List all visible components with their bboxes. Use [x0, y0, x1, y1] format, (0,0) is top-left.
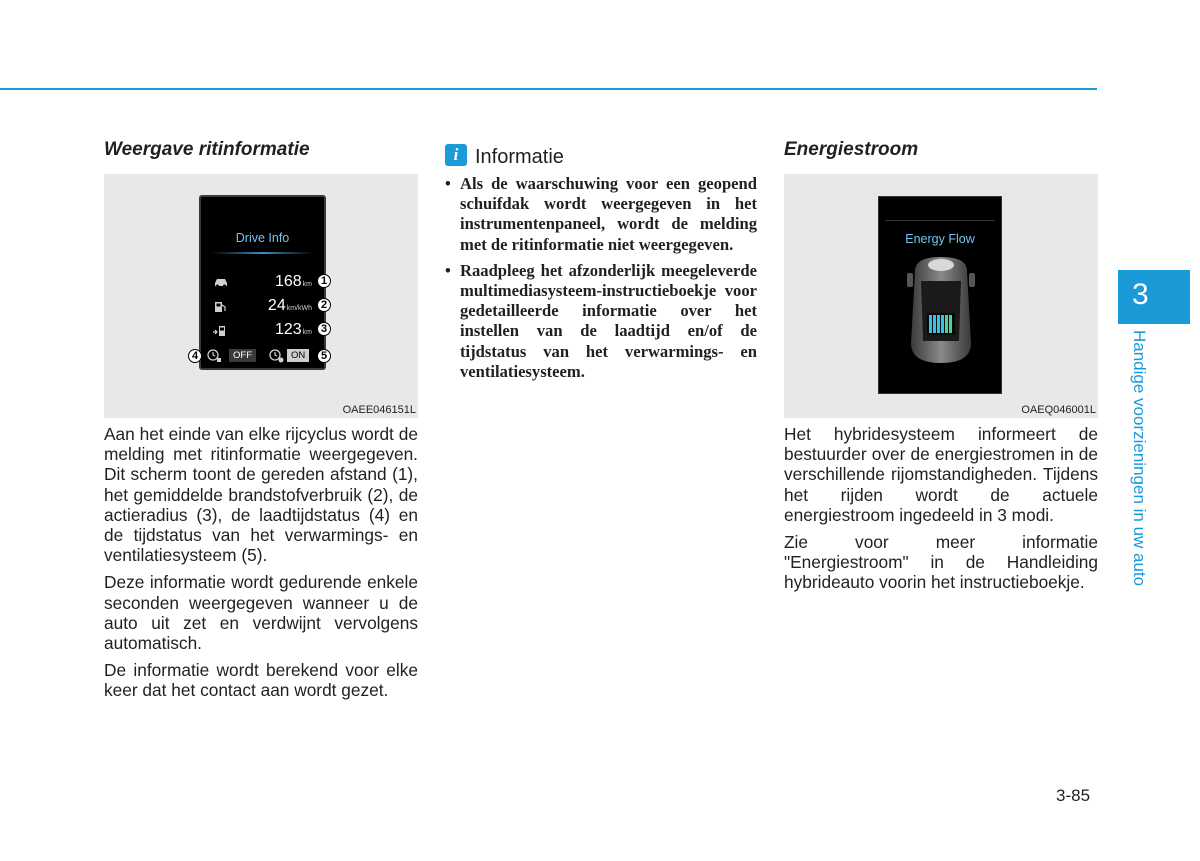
trip-info-body [104, 424, 418, 701]
chapter-label-text: Handige voorzieningen in uw auto [1130, 330, 1149, 587]
distance-value: 168km [274, 273, 312, 290]
callout-badge-2: 2 [317, 298, 331, 312]
charge-timer-icon [207, 349, 223, 368]
range-car-icon [213, 276, 229, 290]
column-energy-flow [784, 136, 1098, 600]
drive-info-screen [199, 195, 326, 370]
header-rule [0, 88, 1097, 90]
range-value: 123km [274, 321, 312, 338]
screen-frame [885, 197, 995, 221]
screen-glow-line [211, 252, 314, 254]
chapter-tab [1118, 270, 1190, 324]
paragraph: De informatie wordt berekend voor elke keer dat het contact aan wordt gezet. [104, 660, 418, 701]
climate-timer-icon [269, 349, 285, 368]
callout-badge-5: 5 [317, 349, 331, 363]
figure-drive-info [104, 174, 418, 418]
column-trip-info [104, 136, 418, 708]
info-icon: i [445, 144, 467, 166]
fuel-pump-icon [213, 300, 229, 314]
section-title-energy-flow: Energiestroom [784, 139, 919, 160]
drive-info-row-distance [201, 273, 324, 295]
figure-caption: OAEQ046001L [1021, 404, 1096, 416]
drive-info-row-consumption [201, 297, 324, 319]
drive-info-row-range [201, 321, 324, 343]
figure-caption: OAEE046151L [342, 404, 416, 416]
information-header [445, 136, 757, 174]
energy-flow-body [784, 424, 1098, 593]
paragraph: Het hybridesysteem informeert de bestuurder over de energiestromen in de verschillende rijomstandigheden. Tijdens het rijden wordt de actuele energiestroom ingedeeld in 3 modi. [784, 424, 1098, 525]
charge-timer-toggle: OFF [229, 349, 256, 362]
energy-flow-screen [878, 196, 1002, 394]
column-information [445, 136, 757, 388]
callout-badge-1: 1 [317, 274, 331, 288]
climate-timer-toggle: ON [287, 349, 309, 362]
chapter-label [1127, 330, 1151, 610]
chapter-number: 3 [1132, 278, 1149, 311]
range-fuel-icon [213, 324, 229, 338]
information-list [445, 174, 757, 382]
list-item: • Als de waarschuwing voor een geopend schuifdak wordt weergegeven in het instrumentenpaneel, wordt de melding met de ritinformatie niet weergegeven. [445, 174, 757, 255]
page-number: 3-85 [1056, 786, 1091, 805]
figure-energy-flow [784, 174, 1098, 418]
list-item: • Raadpleeg het afzonderlijk meegeleverde multimediasysteem-instructieboekje voor gedetailleerde informatie over het instellen van de laadtijd en/of de tijdstatus van het verwarmings- en ventilatiesysteem. [445, 261, 757, 382]
drive-info-screen-title: Drive Info [235, 231, 290, 245]
section-title-trip-info: Weergave ritinformatie [104, 139, 310, 160]
paragraph: Deze informatie wordt gedurende enkele seconden weergegeven wanneer u de auto uit zet en verdwijnt vervolgens automatisch. [104, 572, 418, 654]
paragraph: Aan het einde van elke rijcyclus wordt de melding met ritinformatie weergegeven. Dit scherm toont de gereden afstand (1), het gemiddelde brandstofverbruik (2), de actieradius (3), de laadtijdstatus (4) en de tijdstatus van het verwarmings- en ventilatiesysteem (5). [104, 424, 418, 566]
energy-flow-screen-title: Energy Flow [905, 232, 975, 246]
car-top-view-icon [901, 251, 981, 369]
paragraph: Zie voor meer informatie "Energiestroom" in de Handleiding hybrideauto voorin het instructieboekje. [784, 532, 1098, 593]
drive-info-row-status [201, 347, 324, 369]
information-title: Informatie [475, 145, 564, 168]
callout-badge-3: 3 [317, 322, 331, 336]
callout-badge-4: 4 [188, 349, 202, 363]
consumption-value: 24km/kWh [267, 297, 312, 314]
